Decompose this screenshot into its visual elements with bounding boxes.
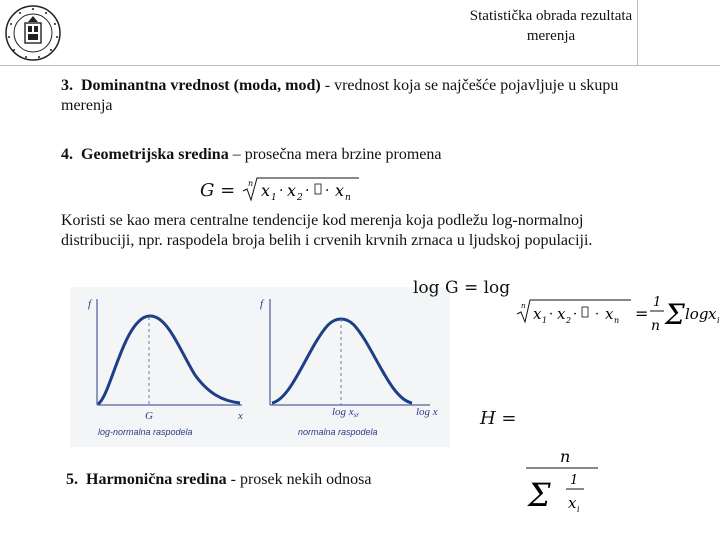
svg-text:x: x — [557, 305, 566, 323]
item-description: – prosečna mera brzine promena — [228, 146, 442, 163]
item-number: 5. — [66, 471, 78, 488]
svg-text:Σ: Σ — [665, 298, 686, 331]
svg-text:n: n — [521, 302, 526, 310]
svg-text:x: x — [334, 181, 344, 200]
left-peak-label: G — [145, 410, 153, 422]
left-x-label: x — [238, 410, 243, 422]
svg-text:x: x — [286, 181, 296, 200]
svg-text:1: 1 — [569, 473, 578, 488]
svg-text:n: n — [247, 179, 254, 188]
svg-text:·: · — [304, 183, 310, 199]
left-caption: log-normalna raspodela — [98, 427, 193, 437]
svg-text:n: n — [614, 316, 620, 325]
item-term: Dominantna vrednost (moda, mod) — [81, 77, 321, 94]
item-description: - vrednost koja se najčešće pojavljuje u skupu merenja — [61, 77, 619, 114]
header-divider-vertical — [637, 0, 638, 65]
left-y-label: f — [88, 298, 92, 310]
right-x-label: log x — [416, 406, 438, 418]
svg-text:n: n — [344, 193, 351, 202]
svg-text:·: · — [573, 307, 578, 322]
svg-text:n: n — [651, 318, 661, 334]
svg-text:x: x — [533, 305, 542, 323]
distribution-plots-figure — [70, 287, 450, 447]
harmonic-mean-formula — [480, 408, 602, 524]
formula-lhs: H = — [480, 408, 517, 429]
lognormal-curve — [98, 316, 240, 404]
right-peak-sub: sr — [353, 411, 360, 419]
svg-text:2: 2 — [566, 316, 572, 325]
item-term: Geometrijska sredina — [81, 146, 229, 163]
svg-text:i: i — [717, 316, 720, 325]
header-divider-horizontal — [0, 65, 720, 66]
svg-text:n: n — [559, 447, 570, 466]
svg-text:1: 1 — [653, 295, 662, 310]
svg-text:·: · — [549, 307, 554, 322]
log-formula-graphic — [515, 290, 711, 336]
distribution-plots-svg — [70, 287, 450, 447]
right-y-label: f — [260, 298, 264, 310]
header-title-line2: merenja — [526, 28, 576, 44]
log-formula-tail — [708, 290, 720, 336]
item-geometric-mean — [61, 145, 621, 165]
item-harmonic-mean — [66, 470, 426, 490]
slide-header-title — [466, 6, 636, 46]
formula-lhs: log G = log — [413, 278, 511, 298]
svg-text:x: x — [605, 305, 614, 323]
lognormal-plot — [88, 298, 243, 437]
svg-text:1: 1 — [542, 316, 548, 325]
svg-text:x: x — [567, 494, 577, 512]
header-title-line1: Statistička obrada rezultata — [469, 8, 633, 24]
normal-plot — [260, 298, 438, 437]
svg-text:=: = — [635, 304, 649, 323]
normal-curve — [272, 319, 412, 403]
svg-text:log: log — [685, 305, 709, 323]
harmonic-formula-graphic — [522, 444, 602, 524]
svg-text:x: x — [260, 181, 270, 200]
svg-text:log xsr — [332, 406, 359, 419]
right-peak-label: log x — [332, 406, 354, 418]
svg-text:1: 1 — [270, 193, 277, 202]
item-mode — [61, 76, 621, 116]
svg-text:2: 2 — [296, 193, 303, 202]
geometric-mean-formula — [200, 176, 361, 202]
svg-text:·: · — [324, 183, 330, 199]
svg-text:·: · — [595, 307, 600, 322]
right-caption: normalna raspodela — [298, 427, 378, 437]
formula-lhs: G = — [200, 180, 236, 201]
item-description: - prosek nekih odnosa — [226, 471, 372, 488]
item-number: 4. — [61, 146, 73, 163]
university-seal-logo — [4, 4, 62, 62]
log-geometric-mean-formula — [413, 278, 720, 336]
item-number: 3. — [61, 77, 73, 94]
svg-text:x: x — [708, 305, 717, 323]
item-term: Harmonična sredina — [86, 471, 227, 488]
nth-root-formula-graphic — [241, 176, 361, 202]
svg-text:·: · — [278, 183, 284, 199]
lognormal-explanation: Koristi se kao mera centralne tendencije kod merenja koja podležu log-normalnoj distribuciji, npr. raspodela broja belih i crvenih krvnih zrnaca u ljudskoj populaciji. — [61, 212, 593, 249]
svg-text:Σ: Σ — [527, 476, 551, 514]
svg-text:i: i — [576, 505, 580, 514]
